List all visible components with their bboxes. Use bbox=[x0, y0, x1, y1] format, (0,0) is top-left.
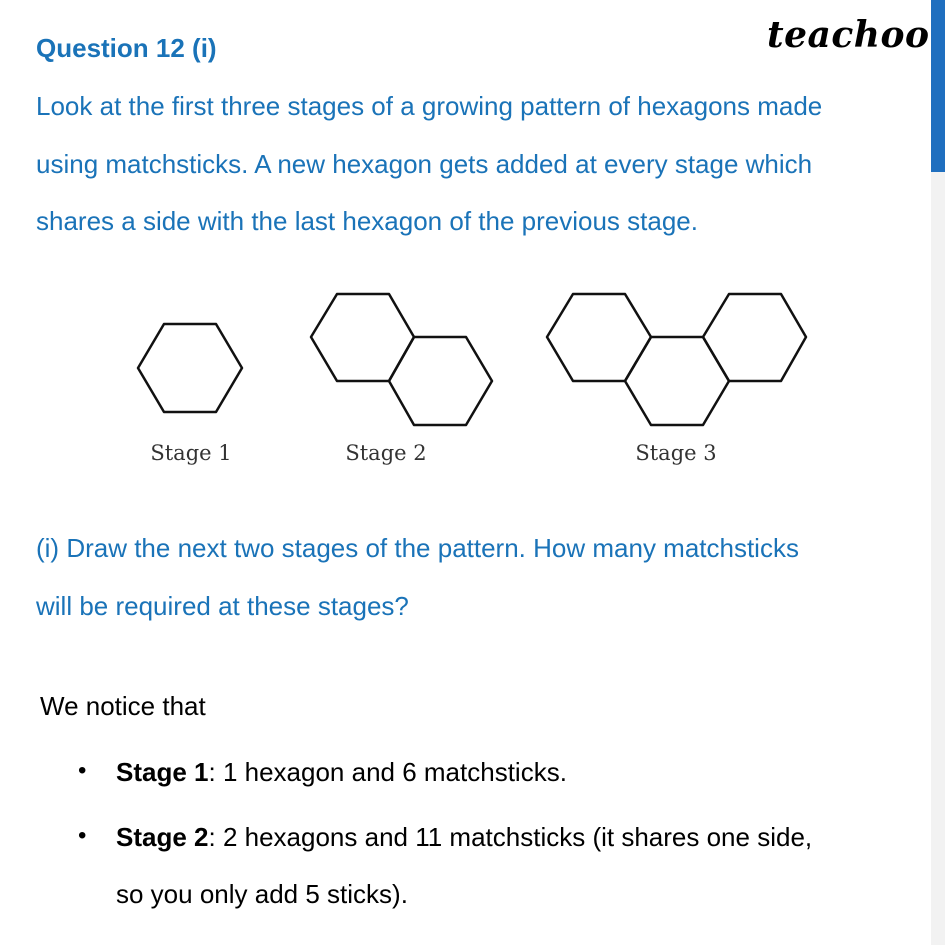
part-i-line-1: (i) Draw the next two stages of the pattern. How many matchsticks bbox=[36, 533, 799, 563]
scrollbar-thumb[interactable] bbox=[931, 0, 945, 172]
bullet-dot-2: • bbox=[78, 822, 87, 849]
stage-1-hexagon bbox=[138, 324, 242, 412]
question-line-3: shares a side with the last hexagon of the previous stage. bbox=[36, 206, 698, 236]
stage-2-continuation: so you only add 5 sticks). bbox=[116, 879, 408, 909]
stage-3-hexagon-3 bbox=[703, 294, 806, 381]
stage-1-statement bbox=[116, 757, 567, 788]
question-title: Question 12 (i) bbox=[36, 33, 217, 63]
stage-2-bold-label: Stage 2 bbox=[116, 822, 209, 852]
part-i-line-2: will be required at these stages? bbox=[36, 591, 409, 621]
question-line-2: using matchsticks. A new hexagon gets added at every stage which bbox=[36, 149, 813, 179]
question-line-1: Look at the first three stages of a growing pattern of hexagons made bbox=[36, 91, 823, 121]
stage-2-text: : 2 hexagons and 11 matchsticks (it shares one side, bbox=[208, 822, 813, 852]
stage-2-hexagon-1 bbox=[311, 294, 414, 381]
stage-2-statement bbox=[116, 822, 812, 853]
stage-3-hexagon-1 bbox=[547, 294, 651, 381]
teachoo-logo: teachoo bbox=[767, 14, 930, 56]
stage-1-text: : 1 hexagon and 6 matchsticks. bbox=[208, 757, 567, 787]
stage-2-label: Stage 2 bbox=[345, 441, 427, 465]
solution-intro: We notice that bbox=[40, 691, 206, 721]
stage-1-label: Stage 1 bbox=[150, 441, 232, 465]
stage-2-hexagon-2 bbox=[389, 337, 492, 425]
stage-1-bold-label: Stage 1 bbox=[116, 757, 209, 787]
stage-3-label: Stage 3 bbox=[635, 441, 717, 465]
bullet-dot-1: • bbox=[78, 757, 87, 784]
stage-3-hexagon-2 bbox=[625, 337, 729, 425]
hexagon-pattern-figure bbox=[0, 280, 900, 480]
